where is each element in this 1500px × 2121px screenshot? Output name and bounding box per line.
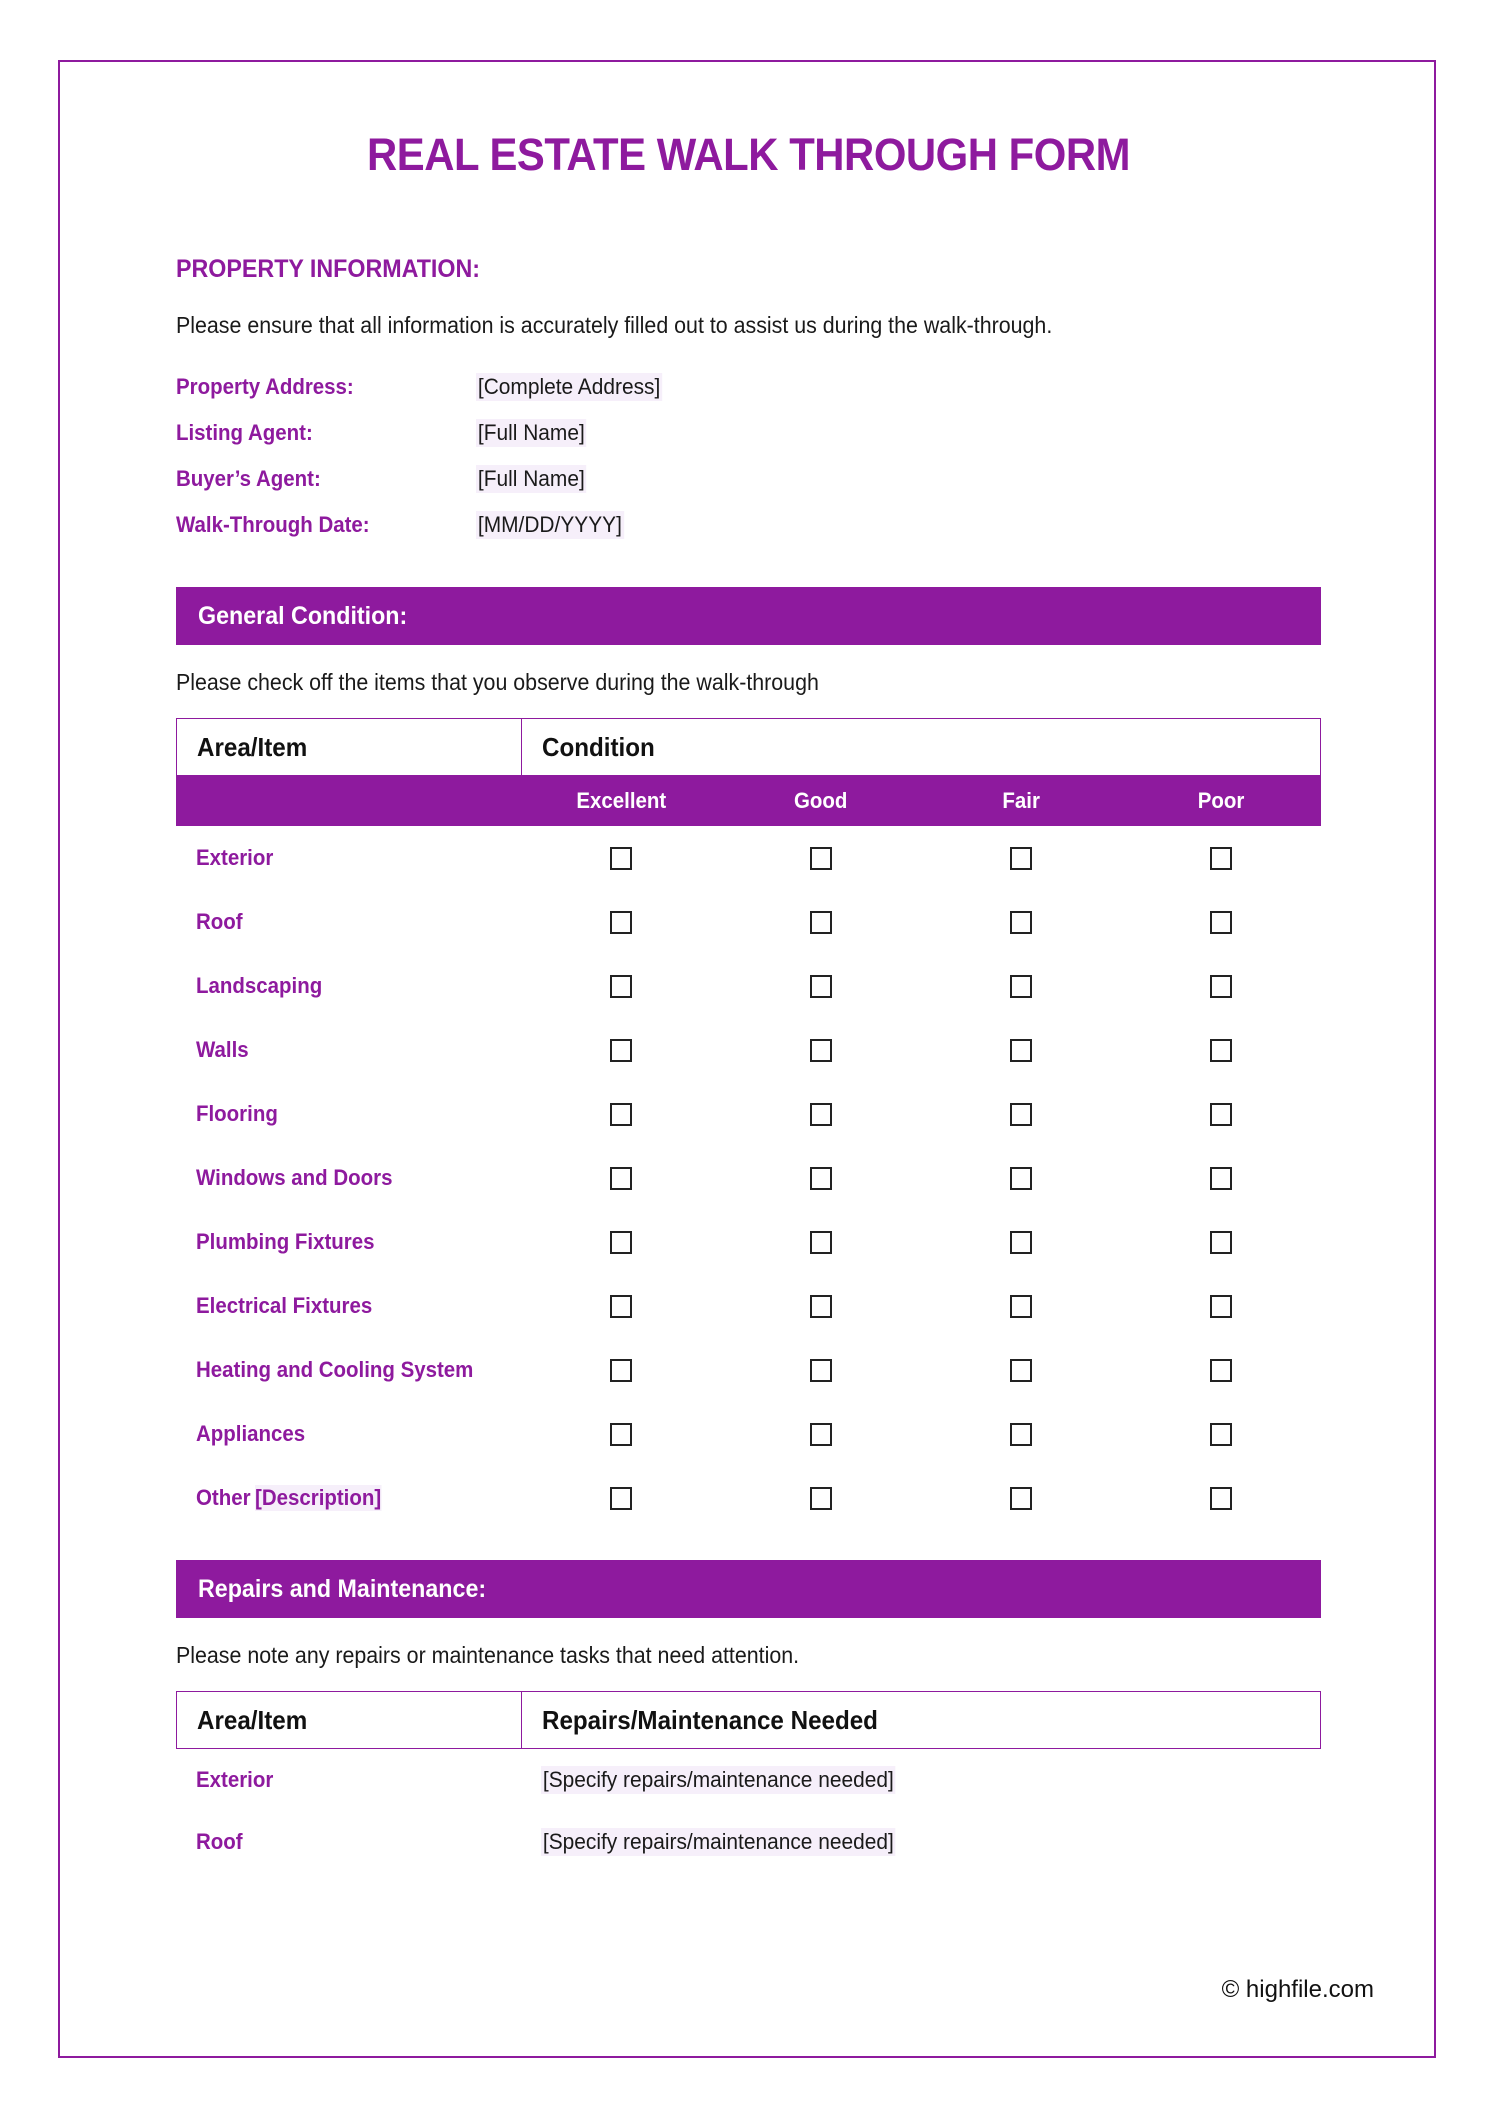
rating-column-label: Fair	[1002, 788, 1040, 813]
property-field-value[interactable]: [Complete Address]	[477, 374, 661, 399]
checkbox-cell[interactable]	[1121, 847, 1321, 870]
checkbox-cell[interactable]	[1121, 1359, 1321, 1382]
condition-checkbox[interactable]	[1010, 1423, 1032, 1446]
checkbox-cell[interactable]	[521, 1167, 721, 1190]
condition-checkbox[interactable]	[1010, 975, 1032, 998]
table-row	[176, 1146, 1321, 1210]
property-field-label: Buyer’s Agent:	[176, 466, 321, 491]
condition-row-label	[176, 1101, 521, 1127]
checkbox-cell[interactable]	[921, 975, 1121, 998]
condition-row-label	[176, 1037, 521, 1063]
condition-checkbox[interactable]	[810, 1231, 832, 1254]
condition-row-label-text: Heating and Cooling System	[196, 1357, 474, 1382]
repairs-row-label	[176, 1767, 521, 1793]
checkbox-cell[interactable]	[921, 1487, 1121, 1510]
checkbox-cell[interactable]	[921, 1423, 1121, 1446]
condition-checkbox[interactable]	[1010, 1487, 1032, 1510]
table-row	[176, 826, 1321, 890]
checkbox-cell[interactable]	[521, 1231, 721, 1254]
rating-column-header	[921, 788, 1121, 814]
property-field-row	[176, 465, 1321, 511]
rating-header-row	[176, 776, 1321, 826]
column-header-area-item-repairs: Area/Item	[177, 1692, 522, 1748]
property-field-row	[176, 419, 1321, 465]
checkbox-cell[interactable]	[921, 1039, 1121, 1062]
checkbox-cell[interactable]	[1121, 1423, 1321, 1446]
condition-checkbox[interactable]	[1210, 1103, 1232, 1126]
table-row	[176, 954, 1321, 1018]
table-row	[176, 890, 1321, 954]
checkbox-cell[interactable]	[1121, 1039, 1321, 1062]
repairs-row-value-text[interactable]: [Specify repairs/maintenance needed]	[542, 1767, 894, 1792]
checkbox-cell[interactable]	[521, 1359, 721, 1382]
document-page	[58, 60, 1436, 2058]
condition-checkbox[interactable]	[810, 911, 832, 934]
repairs-row-label-text: Roof	[196, 1829, 243, 1854]
repairs-maintenance-table	[176, 1691, 1321, 1873]
checkbox-cell[interactable]	[521, 1487, 721, 1510]
table-row	[176, 1018, 1321, 1082]
table-row	[176, 1274, 1321, 1338]
condition-checkbox[interactable]	[810, 1167, 832, 1190]
checkbox-cell[interactable]	[921, 1359, 1121, 1382]
rating-column-label: Poor	[1197, 788, 1245, 813]
checkbox-cell[interactable]	[721, 847, 921, 870]
condition-row-label	[176, 1421, 521, 1447]
condition-row-label	[176, 1165, 521, 1191]
condition-checkbox[interactable]	[1010, 1039, 1032, 1062]
checkbox-cell[interactable]	[921, 1103, 1121, 1126]
condition-checkbox[interactable]	[1210, 1359, 1232, 1382]
condition-row-label	[176, 1357, 521, 1383]
condition-checkbox[interactable]	[610, 1039, 632, 1062]
condition-checkbox[interactable]	[1010, 1167, 1032, 1190]
condition-row-label-text: Plumbing Fixtures	[196, 1229, 375, 1254]
rating-column-header	[1121, 788, 1321, 814]
property-field-value[interactable]: [Full Name]	[477, 466, 585, 491]
condition-checkbox[interactable]	[610, 1359, 632, 1382]
condition-checkbox[interactable]	[1210, 1231, 1232, 1254]
condition-row-label-text: Windows and Doors	[196, 1165, 393, 1190]
checkbox-cell[interactable]	[521, 1295, 721, 1318]
checkbox-cell[interactable]	[721, 975, 921, 998]
condition-checkbox[interactable]	[610, 1487, 632, 1510]
table-row	[176, 1210, 1321, 1274]
checkbox-cell[interactable]	[721, 1039, 921, 1062]
condition-row-label-placeholder[interactable]: [Description]	[254, 1485, 381, 1510]
footer-credit: © highfile.com	[1221, 1976, 1374, 2003]
checkbox-cell[interactable]	[721, 1103, 921, 1126]
property-information-fields	[176, 373, 1321, 557]
repairs-row-value[interactable]	[521, 1828, 1321, 1856]
condition-checkbox[interactable]	[810, 975, 832, 998]
checkbox-cell[interactable]	[521, 911, 721, 934]
rating-column-label: Good	[794, 788, 848, 813]
checkbox-cell[interactable]	[521, 847, 721, 870]
condition-checkbox[interactable]	[610, 1231, 632, 1254]
repairs-maintenance-banner-label: Repairs and Maintenance:	[198, 1575, 487, 1603]
checkbox-cell[interactable]	[1121, 1103, 1321, 1126]
condition-row-label-text: Walls	[196, 1037, 249, 1062]
table-row	[176, 1082, 1321, 1146]
condition-checkbox[interactable]	[610, 1423, 632, 1446]
condition-row-label	[176, 1293, 521, 1319]
checkbox-cell[interactable]	[721, 1423, 921, 1446]
condition-checkbox[interactable]	[1010, 1231, 1032, 1254]
condition-checkbox[interactable]	[810, 1295, 832, 1318]
checkbox-cell[interactable]	[721, 1167, 921, 1190]
column-header-repairs-needed: Repairs/Maintenance Needed	[542, 1704, 878, 1735]
condition-checkbox[interactable]	[610, 1295, 632, 1318]
condition-row-label-text: Appliances	[196, 1421, 306, 1446]
condition-rows	[176, 826, 1321, 1530]
table-row	[176, 1338, 1321, 1402]
repairs-row-label-text: Exterior	[196, 1767, 274, 1792]
column-header-condition: Condition	[542, 731, 655, 762]
general-condition-note: Please check off the items that you observe during the walk-through	[176, 669, 819, 695]
property-field-row	[176, 511, 1321, 557]
condition-row-label-text: Landscaping	[196, 973, 323, 998]
condition-checkbox[interactable]	[1210, 1295, 1232, 1318]
checkbox-cell[interactable]	[721, 1231, 921, 1254]
table-row	[176, 1811, 1321, 1873]
page-title: REAL ESTATE WALK THROUGH FORM	[366, 129, 1131, 180]
condition-row-label-text: Other	[196, 1485, 251, 1510]
general-condition-table	[176, 718, 1321, 1530]
condition-row-label-text: Exterior	[196, 845, 274, 870]
column-header-area-item: Area/Item	[177, 719, 522, 775]
checkbox-cell[interactable]	[521, 1423, 721, 1446]
condition-checkbox[interactable]	[810, 1423, 832, 1446]
condition-row-label-text: Flooring	[196, 1101, 278, 1126]
rating-column-header	[521, 788, 721, 814]
repairs-rows	[176, 1749, 1321, 1873]
general-condition-banner-label: General Condition:	[198, 602, 408, 630]
checkbox-cell[interactable]	[721, 1295, 921, 1318]
condition-checkbox[interactable]	[1010, 1295, 1032, 1318]
condition-checkbox[interactable]	[610, 1103, 632, 1126]
repairs-maintenance-banner	[176, 1560, 1321, 1618]
checkbox-cell[interactable]	[921, 1295, 1121, 1318]
condition-row-label-text: Roof	[196, 909, 243, 934]
condition-checkbox[interactable]	[810, 847, 832, 870]
property-field-label: Listing Agent:	[176, 420, 313, 445]
checkbox-cell[interactable]	[1121, 975, 1321, 998]
checkbox-cell[interactable]	[721, 911, 921, 934]
checkbox-cell[interactable]	[921, 1231, 1121, 1254]
condition-checkbox[interactable]	[1210, 975, 1232, 998]
repairs-row-value[interactable]	[521, 1766, 1321, 1794]
condition-checkbox[interactable]	[810, 1039, 832, 1062]
general-condition-banner	[176, 587, 1321, 645]
property-field-label: Walk-Through Date:	[176, 512, 370, 537]
condition-checkbox[interactable]	[1210, 1487, 1232, 1510]
checkbox-cell[interactable]	[1121, 911, 1321, 934]
general-condition-table-header	[176, 718, 1321, 776]
property-information-heading: PROPERTY INFORMATION:	[176, 255, 480, 283]
condition-checkbox[interactable]	[1010, 911, 1032, 934]
checkbox-cell[interactable]	[521, 1103, 721, 1126]
checkbox-cell[interactable]	[921, 847, 1121, 870]
property-information-intro: Please ensure that all information is accurately filled out to assist us during the walk-through.	[176, 312, 1053, 338]
condition-checkbox[interactable]	[1210, 911, 1232, 934]
repairs-table-header	[176, 1691, 1321, 1749]
condition-checkbox[interactable]	[1010, 1359, 1032, 1382]
checkbox-cell[interactable]	[521, 1039, 721, 1062]
property-field-label: Property Address:	[176, 374, 354, 399]
condition-row-label	[176, 973, 521, 999]
condition-checkbox[interactable]	[1010, 1103, 1032, 1126]
condition-row-label	[176, 845, 521, 871]
checkbox-cell[interactable]	[721, 1359, 921, 1382]
condition-checkbox[interactable]	[1010, 847, 1032, 870]
condition-checkbox[interactable]	[1210, 1423, 1232, 1446]
repairs-row-value-text[interactable]: [Specify repairs/maintenance needed]	[542, 1829, 894, 1854]
condition-checkbox[interactable]	[810, 1487, 832, 1510]
condition-checkbox[interactable]	[810, 1359, 832, 1382]
condition-checkbox[interactable]	[1210, 1167, 1232, 1190]
condition-row-label	[176, 1485, 521, 1511]
table-row	[176, 1402, 1321, 1466]
property-field-value[interactable]: [MM/DD/YYYY]	[477, 512, 622, 537]
checkbox-cell[interactable]	[1121, 1295, 1321, 1318]
table-row	[176, 1749, 1321, 1811]
property-field-row	[176, 373, 1321, 419]
property-field-value[interactable]: [Full Name]	[477, 420, 585, 445]
repairs-maintenance-note: Please note any repairs or maintenance tasks that need attention.	[176, 1642, 800, 1668]
rating-column-label: Excellent	[576, 788, 666, 813]
condition-checkbox[interactable]	[1210, 847, 1232, 870]
checkbox-cell[interactable]	[921, 911, 1121, 934]
checkbox-cell[interactable]	[1121, 1231, 1321, 1254]
checkbox-cell[interactable]	[921, 1167, 1121, 1190]
condition-checkbox[interactable]	[810, 1103, 832, 1126]
condition-row-label	[176, 1229, 521, 1255]
condition-row-label	[176, 909, 521, 935]
condition-checkbox[interactable]	[1210, 1039, 1232, 1062]
checkbox-cell[interactable]	[521, 975, 721, 998]
condition-checkbox[interactable]	[610, 911, 632, 934]
checkbox-cell[interactable]	[721, 1487, 921, 1510]
repairs-row-label	[176, 1829, 521, 1855]
condition-row-label-text: Electrical Fixtures	[196, 1293, 373, 1318]
checkbox-cell[interactable]	[1121, 1487, 1321, 1510]
checkbox-cell[interactable]	[1121, 1167, 1321, 1190]
condition-checkbox[interactable]	[610, 1167, 632, 1190]
rating-column-header	[721, 788, 921, 814]
condition-checkbox[interactable]	[610, 847, 632, 870]
table-row	[176, 1466, 1321, 1530]
condition-checkbox[interactable]	[610, 975, 632, 998]
